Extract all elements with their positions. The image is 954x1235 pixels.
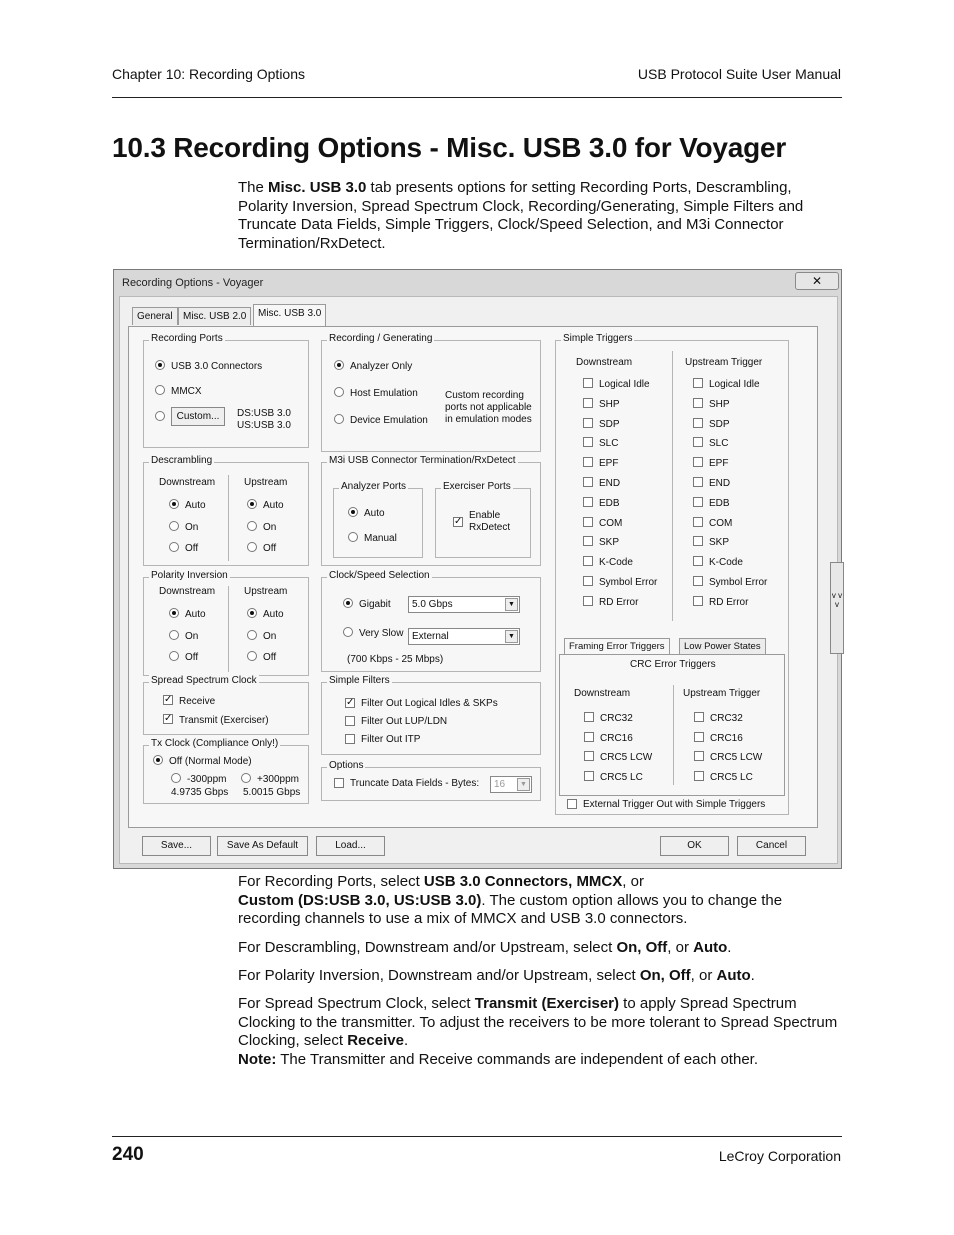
radio-pol-ds-auto[interactable]	[169, 608, 179, 618]
bytes-select[interactable]	[490, 776, 532, 793]
label-crc-upstream: Upstream Trigger	[683, 688, 761, 699]
checkbox-trigger-us[interactable]	[693, 517, 703, 527]
checkbox-filter-lup[interactable]	[345, 716, 355, 726]
checkbox-trigger-ds[interactable]	[583, 477, 593, 487]
checkbox-trigger-ds[interactable]	[583, 378, 593, 388]
group-polarity-inversion	[143, 570, 309, 676]
group-label: Clock/Speed Selection	[329, 570, 430, 581]
group-label: Exerciser Ports	[443, 481, 511, 492]
checkbox-trigger-us[interactable]	[693, 418, 703, 428]
checkbox-truncate[interactable]	[334, 778, 344, 788]
group-tx-clock	[143, 738, 309, 804]
close-button[interactable]: ✕	[795, 272, 839, 290]
very-slow-value: External	[412, 631, 449, 642]
tab-panel	[128, 326, 843, 828]
label-auto: Auto	[263, 500, 284, 511]
emulation-note-3: in emulation modes	[445, 414, 532, 425]
recording-options-dialog	[113, 269, 842, 869]
label-crc-ds: CRC32	[600, 713, 633, 724]
label-filter-lup: Filter Out LUP/LDN	[361, 716, 448, 727]
label-truncate: Truncate Data Fields - Bytes:	[350, 778, 480, 789]
radio-tx-plus[interactable]	[241, 773, 251, 783]
radio-mmcx[interactable]	[155, 385, 165, 395]
label-off: Off	[263, 543, 277, 554]
crc-title: CRC Error Triggers	[630, 659, 716, 670]
label-trigger-us: RD Error	[709, 596, 749, 608]
footer-rule	[112, 1136, 842, 1137]
checkbox-trigger-ds[interactable]	[583, 418, 593, 428]
checkbox-crc-ds[interactable]	[584, 732, 594, 742]
footer-company: LeCroy Corporation	[718, 1148, 841, 1164]
label-off: Off	[263, 652, 277, 663]
label-us: US:USB 3.0	[237, 420, 291, 431]
label-trigger-us: EDB	[709, 497, 730, 509]
label-trigger-ds: Logical Idle	[599, 379, 650, 390]
radio-us-auto[interactable]	[247, 499, 257, 509]
label-external-trigger: External Trigger Out with Simple Triggers	[583, 799, 766, 810]
label-device-emulation: Device Emulation	[350, 415, 428, 426]
label-mmcx: MMCX	[171, 386, 202, 397]
intro-paragraph: The Misc. USB 3.0 tab presents options for setting Recording Ports, Descrambling, Polarity Inversion, Spread Spectrum Clock, Recording/Generating, Simple Filters and Truncate Data Fields, Simple Triggers, Clock/Speed Selection, and M3i Connector Termination/RxDetect.	[238, 179, 804, 252]
checkbox-receive[interactable]: ✓	[164, 694, 173, 705]
label-off: Off	[185, 652, 199, 663]
label-speed-range: (700 Kbps - 25 Mbps)	[347, 654, 444, 665]
label-trigger-ds: RD Error	[599, 596, 639, 608]
radio-pol-ds-off[interactable]	[169, 651, 179, 661]
label-trigger-us: COM	[709, 517, 733, 529]
radio-us-off[interactable]	[247, 542, 257, 552]
checkbox-trigger-us[interactable]	[693, 398, 703, 408]
group-descrambling	[143, 455, 309, 566]
checkbox-trigger-us[interactable]	[693, 477, 703, 487]
checkbox-trigger-ds[interactable]	[583, 556, 593, 566]
checkbox-trigger-us[interactable]	[693, 437, 703, 447]
label-trigger-ds: SKP	[599, 537, 620, 549]
scroll-arrows[interactable]: v v v	[830, 562, 844, 654]
radio-very-slow[interactable]	[343, 627, 353, 637]
label-enable: Enable	[469, 510, 501, 521]
checkbox-crc-ds[interactable]	[584, 751, 594, 761]
label-crc-downstream: Downstream	[574, 688, 631, 699]
label-trigger-us: EPF	[709, 458, 729, 470]
checkbox-trigger-ds[interactable]	[583, 517, 593, 527]
label-tx-off: Off (Normal Mode)	[169, 756, 252, 767]
group-label: Recording / Generating	[329, 333, 433, 344]
save-as-default-button[interactable]: Save As Default	[217, 836, 308, 856]
group-clock-speed	[321, 570, 541, 672]
label-crc-ds: CRC5 LCW	[600, 752, 653, 764]
label-tx-plus: +300ppm	[257, 774, 299, 785]
checkbox-trigger-ds[interactable]	[583, 576, 593, 586]
label-trigger-ds: EPF	[599, 458, 619, 470]
checkbox-trigger-us[interactable]	[693, 596, 703, 606]
label-trigger-ds: K-Code	[599, 557, 633, 569]
label-auto: Auto	[185, 609, 206, 620]
paragraph-descrambling: For Descrambling, Downstream and/or Upstream, select On, Off, or Auto.	[238, 939, 732, 956]
label-on: On	[263, 631, 277, 642]
label-trigger-ds: EDB	[599, 497, 620, 509]
radio-pol-ds-on[interactable]	[169, 630, 179, 640]
radio-ds-auto[interactable]	[169, 499, 179, 509]
label-trig-upstream: Upstream Trigger	[685, 357, 763, 368]
label-on: On	[185, 522, 199, 533]
label-trigger-ds: Symbol Error	[599, 577, 658, 588]
checkbox-trigger-us[interactable]	[693, 497, 703, 507]
page-header-manual: USB Protocol Suite User Manual	[637, 66, 841, 82]
label-crc-us: CRC5 LCW	[710, 752, 763, 764]
chevron-down-icon: ▼	[505, 598, 518, 611]
radio-ds-on[interactable]	[169, 521, 179, 531]
checkbox-trigger-us[interactable]	[693, 576, 703, 586]
radio-analyzer-only[interactable]	[334, 360, 344, 370]
checkbox-crc-us[interactable]	[694, 771, 704, 781]
radio-m3i-auto[interactable]	[348, 507, 358, 517]
label-off: Off	[185, 543, 199, 554]
checkbox-trigger-ds[interactable]	[583, 398, 593, 408]
checkbox-trigger-ds[interactable]	[583, 437, 593, 447]
radio-pol-us-off[interactable]	[247, 651, 257, 661]
checkbox-crc-ds[interactable]	[584, 712, 594, 722]
label-crc-us: CRC5 LC	[710, 771, 753, 783]
tab-general[interactable]: General	[132, 307, 178, 325]
checkbox-crc-us[interactable]	[694, 712, 704, 722]
radio-pol-us-on[interactable]	[247, 630, 257, 640]
label-trigger-us: SHP	[709, 398, 730, 410]
section-heading: 10.3 Recording Options - Misc. USB 3.0 for Voyager	[112, 132, 787, 163]
label-trigger-us: K-Code	[709, 557, 743, 569]
checkbox-crc-ds[interactable]	[584, 771, 594, 781]
label-upstream: Upstream	[244, 477, 288, 488]
label-trigger-ds: SLC	[599, 438, 619, 450]
tab-low-power[interactable]: Low Power States	[679, 638, 766, 655]
label-auto: Auto	[263, 609, 284, 620]
tab-framing-error[interactable]: Framing Error Triggers	[564, 638, 670, 655]
group-options	[321, 760, 541, 801]
gigabit-value: 5.0 Gbps	[412, 599, 453, 610]
header-rule	[112, 97, 842, 98]
label-upstream: Upstream	[244, 586, 288, 597]
label-crc-ds: CRC16	[600, 732, 633, 744]
label-very-slow: Very Slow	[359, 628, 404, 639]
label-trigger-ds: END	[599, 478, 621, 489]
tab-misc-usb30[interactable]: Misc. USB 3.0	[253, 304, 326, 326]
label-trigger-ds: SHP	[599, 398, 620, 410]
group-m3i-termination	[321, 455, 541, 566]
paragraph-polarity: For Polarity Inversion, Downstream and/or Upstream, select On, Off, or Auto.	[238, 967, 755, 984]
label-trigger-us: Symbol Error	[709, 577, 768, 588]
very-slow-select[interactable]	[408, 628, 520, 645]
label-tx-minus: -300ppm	[187, 774, 227, 785]
emulation-note-2: ports not applicable	[445, 402, 532, 413]
group-label: Simple Filters	[329, 675, 390, 686]
checkbox-crc-us[interactable]	[694, 732, 704, 742]
checkbox-transmit[interactable]: ✓	[164, 713, 173, 724]
crc-panel	[559, 654, 785, 796]
label-on: On	[263, 522, 277, 533]
label-rxdetect: RxDetect	[469, 522, 511, 533]
group-label: Tx Clock (Compliance Only!)	[151, 738, 279, 749]
checkbox-external-trigger[interactable]	[567, 799, 577, 809]
tab-misc-usb20[interactable]: Misc. USB 2.0	[178, 307, 251, 325]
page-number: 240	[112, 1144, 144, 1165]
radio-tx-off[interactable]	[153, 755, 163, 765]
label-downstream: Downstream	[159, 586, 216, 597]
paragraph-recording-ports: For Recording Ports, select USB 3.0 Connectors, MMCX, or Custom (DS:USB 3.0, US:USB 3.0). The custom option allows you to change the recording channels to use a mix of MMCX and USB 3.0 connectors.	[238, 873, 783, 927]
checkbox-trigger-ds[interactable]	[583, 457, 593, 467]
checkbox-trigger-ds[interactable]	[583, 497, 593, 507]
dialog-client	[119, 296, 843, 864]
checkbox-trigger-us[interactable]	[693, 457, 703, 467]
radio-ds-off[interactable]	[169, 542, 179, 552]
radio-us-on[interactable]	[247, 521, 257, 531]
group-label: M3i USB Connector Termination/RxDetect	[329, 455, 516, 466]
save-button[interactable]: Save...	[142, 836, 211, 856]
label-gigabit: Gigabit	[359, 599, 391, 610]
radio-usb30[interactable]	[155, 360, 165, 370]
radio-host-emulation[interactable]	[334, 387, 344, 397]
chevron-down-icon: ▼	[517, 778, 530, 791]
label-m3i-manual: Manual	[364, 533, 397, 544]
label-trigger-us: SKP	[709, 537, 730, 549]
group-label: Simple Triggers	[563, 333, 633, 344]
label-trigger-us: Logical Idle	[709, 379, 760, 390]
radio-tx-minus[interactable]	[171, 773, 181, 783]
label-filter-idles: Filter Out Logical Idles & SKPs	[361, 698, 498, 709]
group-recording-ports	[143, 333, 309, 448]
paragraph-ssc: For Spread Spectrum Clock, select Transmit (Exerciser) to apply Spread Spectrum Clocking to the transmitter. To adjust the receivers to be more tolerant to Spread Spectrum Clocking, select Receive. Note: The Transmitter and Receive commands are independent of each other.	[238, 995, 838, 1068]
label-tx-plus-val: 5.0015 Gbps	[243, 787, 301, 798]
label-trigger-us: SDP	[709, 418, 730, 430]
cancel-button[interactable]: Cancel	[737, 836, 806, 856]
label-downstream: Downstream	[159, 477, 216, 488]
load-button[interactable]: Load...	[316, 836, 385, 856]
label-trigger-ds: COM	[599, 517, 623, 529]
group-exerciser-ports	[435, 481, 531, 558]
group-simple-triggers	[555, 333, 789, 815]
group-label: Spread Spectrum Clock	[151, 675, 257, 686]
group-simple-filters	[321, 675, 541, 755]
emulation-note-1: Custom recording	[445, 390, 524, 401]
group-label: Polarity Inversion	[151, 570, 228, 581]
group-label: Descrambling	[151, 455, 213, 466]
ok-button[interactable]: OK	[660, 836, 729, 856]
group-recording-generating	[321, 333, 541, 452]
group-label: Analyzer Ports	[341, 481, 407, 492]
group-label: Options	[329, 760, 364, 771]
label-auto: Auto	[185, 500, 206, 511]
label-receive: Receive	[179, 696, 216, 707]
dialog-title: Recording Options - Voyager	[122, 277, 264, 289]
label-crc-us: CRC16	[710, 732, 743, 744]
radio-pol-us-auto[interactable]	[247, 608, 257, 618]
checkbox-crc-us[interactable]	[694, 751, 704, 761]
gigabit-select[interactable]	[408, 596, 520, 613]
bytes-value: 16	[494, 779, 506, 790]
chevron-down-icon: ▼	[505, 630, 518, 643]
label-filter-itp: Filter Out ITP	[361, 734, 421, 745]
label-usb30: USB 3.0 Connectors	[171, 361, 263, 372]
label-trigger-ds: SDP	[599, 418, 620, 430]
label-trig-downstream: Downstream	[576, 357, 633, 368]
checkbox-filter-itp[interactable]	[345, 734, 355, 744]
group-spread-spectrum	[143, 675, 309, 735]
radio-m3i-manual[interactable]	[348, 532, 358, 542]
checkbox-trigger-us[interactable]	[693, 378, 703, 388]
checkbox-trigger-us[interactable]	[693, 536, 703, 546]
group-analyzer-ports	[333, 481, 423, 558]
checkbox-trigger-ds[interactable]	[583, 536, 593, 546]
label-on: On	[185, 631, 199, 642]
radio-device-emulation[interactable]	[334, 414, 344, 424]
group-label: Recording Ports	[151, 333, 223, 344]
checkbox-filter-idles[interactable]: ✓	[346, 697, 355, 708]
custom-button[interactable]: Custom...	[171, 407, 225, 426]
label-transmit: Transmit (Exerciser)	[179, 715, 269, 726]
radio-custom[interactable]	[155, 411, 165, 421]
checkbox-enable-rxdetect[interactable]: ✓	[454, 516, 463, 527]
label-host-emulation: Host Emulation	[350, 388, 418, 399]
checkbox-trigger-ds[interactable]	[583, 596, 593, 606]
checkbox-trigger-us[interactable]	[693, 556, 703, 566]
label-tx-minus-val: 4.9735 Gbps	[171, 787, 229, 798]
label-crc-ds: CRC5 LC	[600, 771, 643, 783]
label-ds: DS:USB 3.0	[237, 408, 291, 419]
label-trigger-us: END	[709, 478, 731, 489]
label-trigger-us: SLC	[709, 438, 729, 450]
label-analyzer-only: Analyzer Only	[350, 361, 413, 372]
radio-gigabit[interactable]	[343, 598, 353, 608]
page-header-chapter: Chapter 10: Recording Options	[112, 66, 305, 82]
label-m3i-auto: Auto	[364, 508, 385, 519]
label-crc-us: CRC32	[710, 713, 743, 724]
